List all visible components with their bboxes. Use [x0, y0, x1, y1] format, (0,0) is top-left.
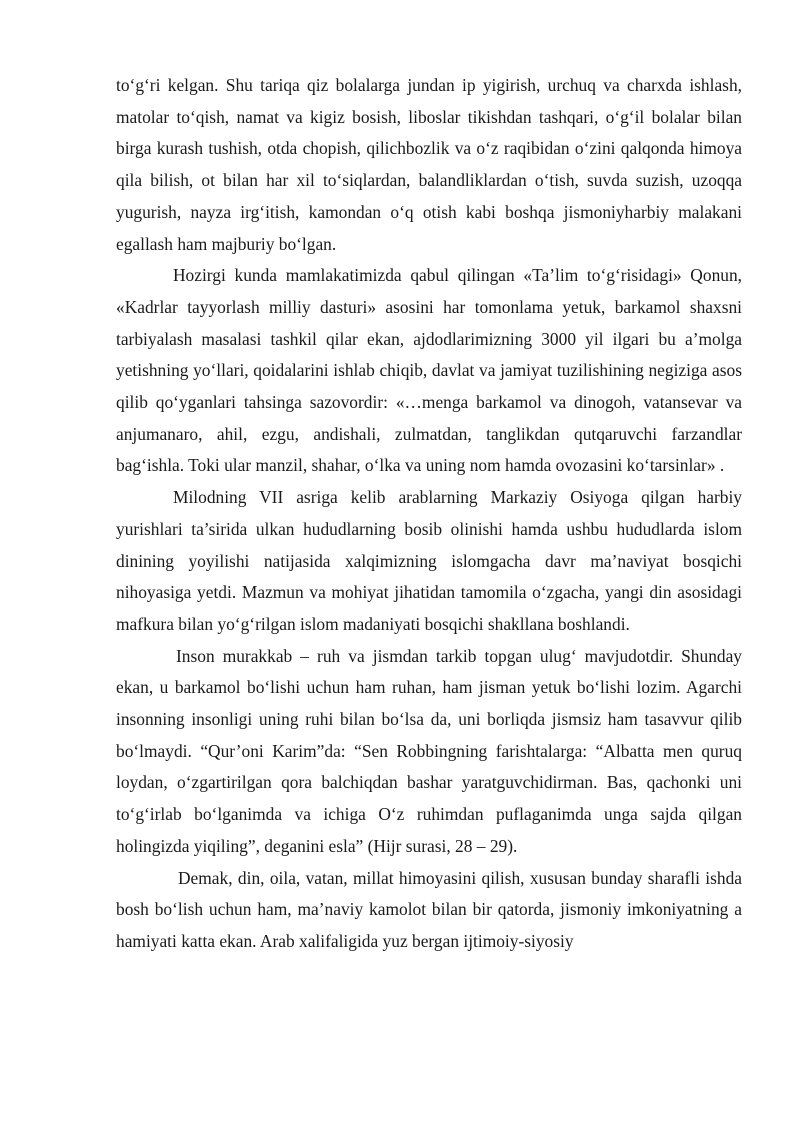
paragraph-3: Milodning VII asriga kelib arablarning Markaziy Osiyoga qilgan harbiy yurishlari ta’sirida ulkan hududlarning bosib olinishi hamda ushbu hududlarda islom dinining yoyilishi natijasida xalqimizning islomgacha davr ma’naviyat bosqichi nihoyasiga yetdi. Mazmun va mohiyat jihatidan tamomila o‘zgacha, yangi din asosidagi mafkura bilan yo‘g‘rilgan islom madaniyati bosqichi shakllana boshlandi.: [116, 487, 742, 634]
paragraph-5: Demak, din, oila, vatan, millat himoyasini qilish, xususan bunday sharafli ishda bosh bo‘lish uchun ham, ma’naviy kamolot bilan bir qatorda, jismoniy imkoniyatning a hamiyati katta ekan. Arab xalifaligida yuz bergan ijtimoiy-siyosiy: [116, 867, 742, 951]
paragraph-1: to‘g‘ri kelgan. Shu tariqa qiz bolalarga jundan ip yigirish, urchuq va charxda ishlash, matolar to‘qish, namat va kigiz bosish, liboslar tikishdan tashqari, o‘g‘il bolalar bilan birga kurash tushish, otda chopish, qilichbozlik va o‘z raqibidan o‘zini qalqonda himoya qila bilish, ot bilan har xil to‘siqlardan, balandliklardan o‘tish, suvda suzish, uzoqqa yugurish, nayza irg‘itish, kamondan o‘q otish kabi boshqa jismoniyharbiy malakani egallash ham majburiy bo‘lgan.: [116, 75, 742, 254]
document-page: [116, 70, 742, 958]
paragraph-2: Hozirgi kunda mamlakatimizda qabul qilingan «Ta’lim to‘g‘risidagi» Qonun, «Kadrlar tayyorlash milliy dasturi» asosini har tomonlama yetuk, barkamol shaxsni tarbiyalash masalasi tashkil qilar ekan, ajdodlarimizning 3000 yil ilgari bu a’molga yetishning yo‘llari, qoidalarini ishlab chiqib, davlat va jamiyat tuzilishining negiziga asos qilib qo‘yganlari tahsinga sazovordir: «…menga barkamol va dinogoh, vatansevar va anjumanaro, ahil, ezgu, andishali, zulmatdan, tanglikdan qutqaruvchi farzandlar bag‘ishla. Toki ular manzil, shahar, o‘lka va uning nom hamda ovozasini ko‘tarsinlar» .: [116, 265, 742, 476]
paragraph-4: Inson murakkab – ruh va jismdan tarkib topgan ulug‘ mavjudotdir. Shunday ekan, u barkamol bo‘lishi uchun ham ruhan, ham jisman yetuk bo‘lishi lozim. Agarchi insonning insonligi uning ruhi bilan bo‘lsa da, uni borliqda jismsiz ham tasavvur qilib bo‘lmaydi. “Qur’oni Karim”da: “Sen Robbingning farishtalarga: “Albatta men quruq loydan, o‘zgartirilgan qora balchiqdan bashar yaratguvchidirman. Bas, qachonki uni to‘g‘irlab bo‘lganimda va ichiga O‘z ruhimdan puflaganimda unga sajda qilgan holingizda yiqiling”, deganini esla” (Hijr surasi, 28 – 29).: [116, 645, 742, 856]
